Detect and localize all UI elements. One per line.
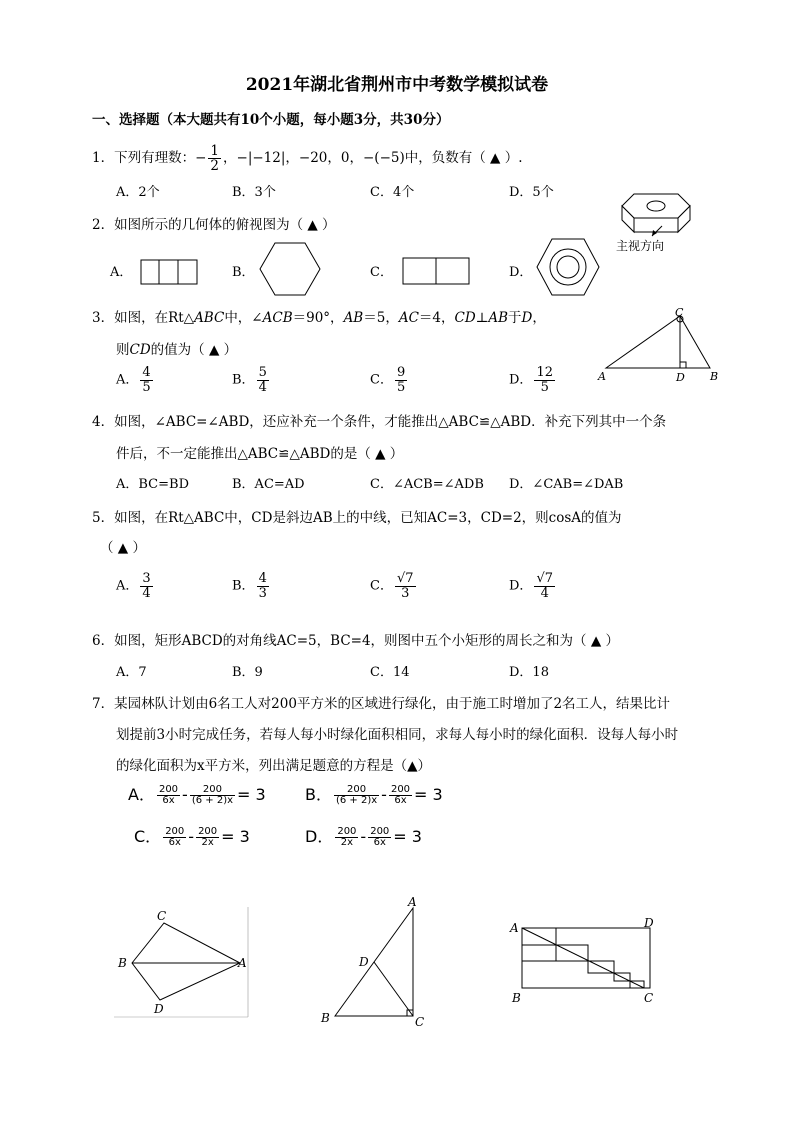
fraction: $\frac{1}{2}$ bbox=[210, 143, 219, 175]
question-7-line-3: 的绿化面积为x平方米，列出满足题意的方程是（▲） bbox=[116, 758, 431, 774]
q1-option-b[interactable]: B．3个 bbox=[232, 185, 276, 200]
q2-option-d[interactable]: D． bbox=[509, 265, 533, 280]
svg-text:D: D bbox=[644, 916, 654, 930]
svg-text:A: A bbox=[238, 956, 247, 970]
q3-option-c[interactable]: C． $\frac{9}{5}$ bbox=[370, 365, 406, 395]
question-2-stem: 2．如图所示的几何体的俯视图为（ ▲ ） bbox=[92, 217, 336, 233]
question-5-line-2: （ ▲ ） bbox=[100, 540, 146, 556]
question-3-line-2: 则CD的值为（ ▲ ） bbox=[116, 342, 238, 358]
q5-option-c[interactable]: C． $\frac{√7}{3}$ bbox=[370, 571, 414, 601]
svg-text:C: C bbox=[157, 909, 167, 923]
question-3-line-1: 3．如图，在Rt△ABC中，∠ACB＝90°，AB＝5，AC＝4，CD⊥AB于D， bbox=[92, 310, 546, 326]
q3-option-b[interactable]: B． $\frac{5}{4}$ bbox=[232, 365, 267, 395]
q7-option-b[interactable]: B． $\frac{200}{(6 + 2)x}$ - $\frac{200}{6x}$ = 3 bbox=[305, 783, 443, 806]
question-1-stem: 1．下列有理数：− $\frac{1}{2}$ ，−|−12|，−20，0，−(−5)中，负数有（ ▲ ）. bbox=[92, 143, 523, 175]
q4-option-c[interactable]: C．∠ACB=∠ADB bbox=[370, 477, 484, 492]
question-7-line-1: 7．某园林队计划由6名工人对200平方米的区域进行绿化，由于施工时增加了2名工人，结果比计 bbox=[92, 696, 671, 712]
question-6-stem: 6．如图，矩形ABCD的对角线AC=5，BC=4，则图中五个小矩形的周长之和为（ ▲ ） bbox=[92, 633, 620, 649]
q1-option-d[interactable]: D．5个 bbox=[509, 185, 554, 200]
q7-option-d[interactable]: D． $\frac{200}{2x}$ - $\frac{200}{6x}$ = 3 bbox=[305, 825, 422, 848]
q2-solid-figure bbox=[612, 188, 712, 258]
q2-option-d-figure[interactable] bbox=[535, 237, 601, 297]
question-4-line-2: 件后，不一定能推出△ABC≌△ABD的是（ ▲ ） bbox=[116, 446, 404, 462]
q6-option-d[interactable]: D．18 bbox=[509, 665, 549, 680]
page-title: 2021年湖北省荆州市中考数学模拟试卷 bbox=[245, 75, 549, 95]
svg-text:B: B bbox=[321, 1011, 330, 1025]
q2-option-a[interactable]: A． bbox=[110, 265, 133, 280]
svg-text:C: C bbox=[415, 1015, 425, 1029]
question-5-line-1: 5．如图，在Rt△ABC中，CD是斜边AB上的中线，已知AC=3，CD=2，则cosA的值为 bbox=[92, 510, 622, 526]
q4-option-d[interactable]: D．∠CAB=∠DAB bbox=[509, 477, 624, 492]
q6-option-b[interactable]: B．9 bbox=[232, 665, 263, 680]
q5-option-d[interactable]: D． $\frac{√7}{4}$ bbox=[509, 571, 553, 601]
q6-option-a[interactable]: A．7 bbox=[116, 665, 147, 680]
q5-option-a[interactable]: A． $\frac{3}{4}$ bbox=[116, 571, 151, 601]
q5-option-b[interactable]: B． $\frac{4}{3}$ bbox=[232, 571, 267, 601]
svg-text:D: D bbox=[154, 1002, 164, 1016]
q1-option-c[interactable]: C．4个 bbox=[370, 185, 415, 200]
svg-text:B: B bbox=[118, 956, 127, 970]
q2-caption: 主视方向 bbox=[616, 239, 665, 253]
question-7-line-2: 划提前3小时完成任务，若每人每小时绿化面积相同，求每人每小时的绿化面积．设每人每小时 bbox=[116, 727, 679, 743]
q6-option-c[interactable]: C．14 bbox=[370, 665, 410, 680]
svg-text:D: D bbox=[676, 371, 685, 384]
figure-q6-rectangle bbox=[508, 913, 668, 1005]
q2-option-a-figure[interactable] bbox=[140, 259, 198, 285]
q2-option-b-figure[interactable] bbox=[258, 241, 322, 297]
svg-text:C: C bbox=[644, 991, 654, 1005]
q3-option-a[interactable]: A． $\frac{4}{5}$ bbox=[116, 365, 151, 395]
q7-option-a[interactable]: A． $\frac{200}{6x}$ - $\frac{200}{(6 + 2)x}$ = 3 bbox=[128, 783, 266, 806]
q2-option-c-figure[interactable] bbox=[402, 257, 470, 285]
section-heading: 一、选择题（本大题共有10个小题，每小题3分，共30分） bbox=[92, 112, 450, 128]
svg-text:B: B bbox=[512, 991, 521, 1005]
q2-option-b[interactable]: B． bbox=[232, 265, 255, 280]
figure-q4-kite bbox=[112, 905, 252, 1020]
svg-text:C: C bbox=[675, 306, 684, 319]
q4-option-b[interactable]: B．AC=AD bbox=[232, 477, 305, 492]
svg-text:B: B bbox=[710, 370, 719, 383]
q7-option-c[interactable]: C． $\frac{200}{6x}$ - $\frac{200}{2x}$ = 3 bbox=[134, 825, 250, 848]
q4-option-a[interactable]: A．BC=BD bbox=[116, 477, 189, 492]
svg-text:A: A bbox=[510, 921, 519, 935]
q3-triangle-figure bbox=[594, 306, 724, 386]
figure-q5-right-triangle bbox=[315, 892, 435, 1032]
question-4-line-1: 4．如图，∠ABC=∠ABD，还应补充一个条件，才能推出△ABC≌△ABD．补充下列其中一个条 bbox=[92, 414, 667, 430]
svg-text:A: A bbox=[598, 370, 606, 383]
q1-option-a[interactable]: A．2个 bbox=[116, 185, 160, 200]
q3-option-d[interactable]: D． $\frac{12}{5}$ bbox=[509, 365, 553, 395]
q2-option-c[interactable]: C． bbox=[370, 265, 393, 280]
svg-text:A: A bbox=[408, 895, 417, 909]
svg-text:D: D bbox=[359, 955, 369, 969]
